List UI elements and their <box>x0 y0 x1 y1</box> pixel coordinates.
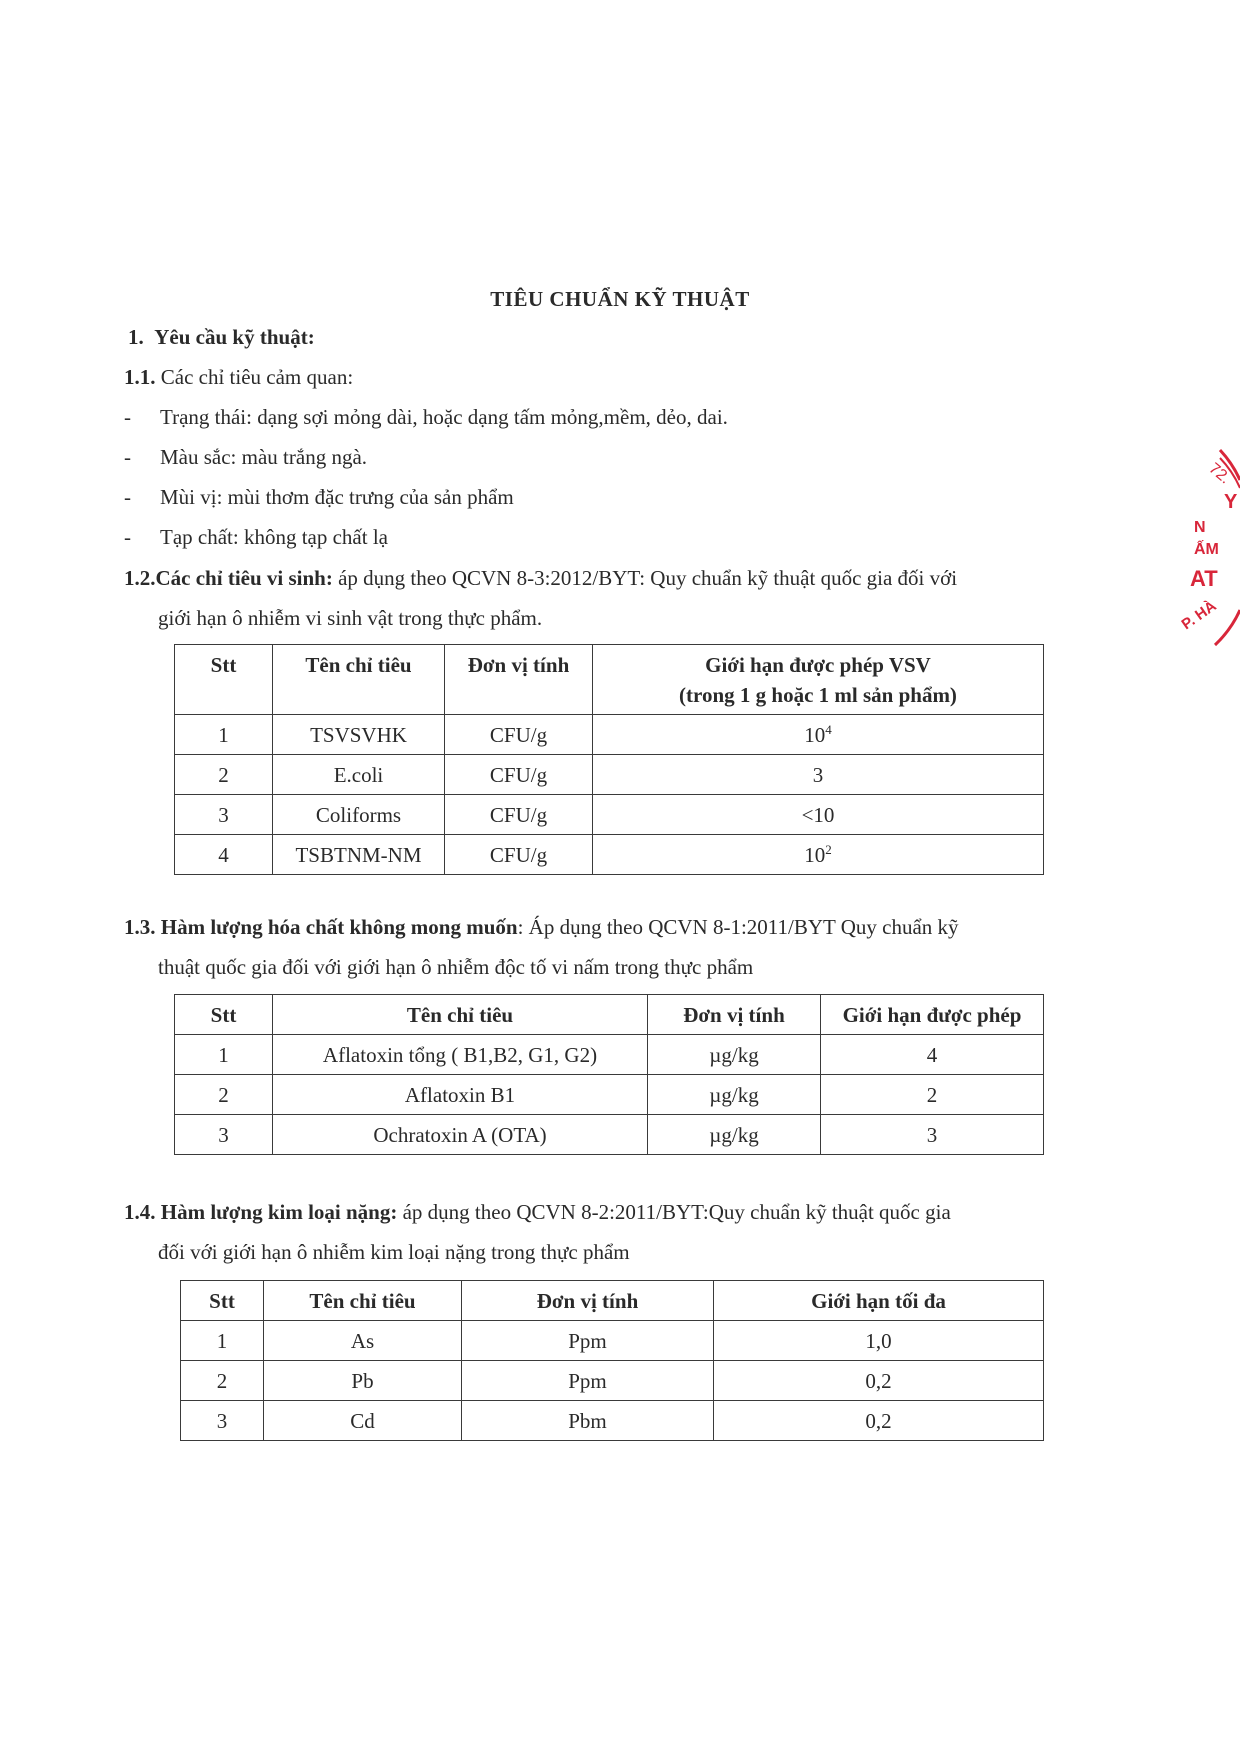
table-row <box>181 1321 1044 1361</box>
sensory-item: Màu sắc: màu trắng ngà. <box>160 445 368 469</box>
cell-unit: Ppm <box>462 1321 714 1361</box>
stamp-text: AT <box>1190 566 1218 591</box>
cell-name: Ochratoxin A (OTA) <box>273 1115 648 1155</box>
table-header-row <box>175 645 1044 715</box>
cell-stt: 3 <box>175 795 273 835</box>
cell-limit <box>593 795 1044 835</box>
cell-unit: µg/kg <box>648 1075 821 1115</box>
cell-name: Aflatoxin tổng ( B1,B2, G1, G2) <box>273 1035 648 1075</box>
cell-unit: CFU/g <box>445 835 593 875</box>
cell-limit <box>593 755 1044 795</box>
cell-unit: Pbm <box>462 1401 714 1441</box>
cell-limit: 0,2 <box>714 1401 1044 1441</box>
col-header-stt: Stt <box>175 645 273 715</box>
limit-base: 10 <box>804 843 826 867</box>
section-1-2-text: áp dụng theo QCVN 8-3:2012/BYT: Quy chuẩn kỹ thuật quốc gia đối với <box>332 566 958 590</box>
section-1-1-heading <box>124 365 353 390</box>
col-header-limit-line1: Giới hạn được phép VSV <box>705 653 931 677</box>
section-1-4-heading <box>124 1200 951 1225</box>
cell-limit <box>593 835 1044 875</box>
cell-name: E.coli <box>273 755 445 795</box>
cell-stt: 1 <box>175 1035 273 1075</box>
table-row <box>181 1401 1044 1441</box>
section-1-3-number: 1.3. <box>124 915 156 939</box>
limit-exponent: 4 <box>825 722 832 737</box>
section-1-1-title: Các chỉ tiêu cảm quan: <box>160 365 354 389</box>
cell-name: Cd <box>264 1401 462 1441</box>
sensory-item: Tạp chất: không tạp chất lạ <box>160 525 388 549</box>
cell-unit: µg/kg <box>648 1035 821 1075</box>
section-1-heading <box>128 325 315 350</box>
cell-stt: 2 <box>175 1075 273 1115</box>
col-header-unit: Đơn vị tính <box>445 645 593 715</box>
section-1-4-title: Hàm lượng kim loại nặng: <box>160 1200 398 1224</box>
col-header-limit: Giới hạn tối đa <box>714 1281 1044 1321</box>
document-title: TIÊU CHUẨN KỸ THUẬT <box>490 287 750 311</box>
col-header-stt: Stt <box>175 995 273 1035</box>
section-1-3-text-cont: thuật quốc gia đối với giới hạn ô nhiễm độc tố vi nấm trong thực phẩm <box>158 955 754 979</box>
limit-base: 10 <box>804 723 826 747</box>
table-row <box>181 1361 1044 1401</box>
col-header-unit: Đơn vị tính <box>462 1281 714 1321</box>
microbiology-table <box>174 644 1044 875</box>
cell-limit: 3 <box>821 1115 1044 1155</box>
cell-unit: Ppm <box>462 1361 714 1401</box>
dash-bullet: - <box>124 525 131 549</box>
section-1-4-text-cont: đối với giới hạn ô nhiễm kim loại nặng trong thực phẩm <box>158 1240 630 1264</box>
table-header-row <box>175 995 1044 1035</box>
section-1-2-title: Các chỉ tiêu vi sinh: <box>155 566 333 590</box>
section-1-3-title: Hàm lượng hóa chất không mong muốn <box>160 915 518 939</box>
cell-unit: CFU/g <box>445 715 593 755</box>
cell-unit: CFU/g <box>445 755 593 795</box>
stamp-text: N <box>1194 519 1206 536</box>
cell-name: Aflatoxin B1 <box>273 1075 648 1115</box>
mycotoxin-table <box>174 994 1044 1155</box>
cell-stt: 2 <box>181 1361 264 1401</box>
col-header-limit: Giới hạn được phép <box>821 995 1044 1035</box>
dash-bullet: - <box>124 485 131 509</box>
limit-base: <10 <box>801 803 835 827</box>
section-1-1-number: 1.1. <box>124 365 156 389</box>
col-header-stt: Stt <box>181 1281 264 1321</box>
cell-stt: 4 <box>175 835 273 875</box>
col-header-name: Tên chỉ tiêu <box>264 1281 462 1321</box>
section-1-title: Yêu cầu kỹ thuật: <box>154 325 315 349</box>
table-header-row <box>181 1281 1044 1321</box>
col-header-limit <box>593 645 1044 715</box>
col-header-name: Tên chỉ tiêu <box>273 995 648 1035</box>
table-row <box>175 755 1044 795</box>
cell-limit: 2 <box>821 1075 1044 1115</box>
cell-stt: 1 <box>181 1321 264 1361</box>
stamp-text: Y <box>1224 491 1238 513</box>
section-1-2-number: 1.2. <box>124 566 156 590</box>
cell-limit: 0,2 <box>714 1361 1044 1401</box>
cell-limit: 1,0 <box>714 1321 1044 1361</box>
col-header-name: Tên chỉ tiêu <box>273 645 445 715</box>
limit-exponent: 2 <box>825 842 832 857</box>
sensory-item: Trạng thái: dạng sợi mỏng dài, hoặc dạng tấm mỏng,mềm, dẻo, dai. <box>160 405 728 429</box>
sensory-item: Mùi vị: mùi thơm đặc trưng của sản phẩm <box>160 485 514 509</box>
section-1-3-text: : Áp dụng theo QCVN 8-1:2011/BYT Quy chuẩn kỹ <box>517 915 959 939</box>
cell-name: Pb <box>264 1361 462 1401</box>
cell-stt: 3 <box>175 1115 273 1155</box>
cell-stt: 3 <box>181 1401 264 1441</box>
table-row <box>175 1075 1044 1115</box>
cell-name: As <box>264 1321 462 1361</box>
heavy-metal-table <box>180 1280 1044 1441</box>
dash-bullet: - <box>124 405 131 429</box>
table-row <box>175 835 1044 875</box>
limit-base: 3 <box>812 763 824 787</box>
cell-unit: µg/kg <box>648 1115 821 1155</box>
cell-limit: 4 <box>821 1035 1044 1075</box>
dash-bullet: - <box>124 445 131 469</box>
section-1-2-text-cont: giới hạn ô nhiễm vi sinh vật trong thực phẩm. <box>158 606 543 630</box>
section-1-4-number: 1.4. <box>124 1200 156 1224</box>
table-row <box>175 795 1044 835</box>
table-row <box>175 1035 1044 1075</box>
section-1-2-heading <box>124 566 957 591</box>
cell-name: Coliforms <box>273 795 445 835</box>
company-stamp <box>1160 440 1240 660</box>
section-1-4-text: áp dụng theo QCVN 8-2:2011/BYT:Quy chuẩn kỹ thuật quốc gia <box>397 1200 951 1224</box>
col-header-limit-line2: (trong 1 g hoặc 1 ml sản phẩm) <box>679 683 957 707</box>
col-header-unit: Đơn vị tính <box>648 995 821 1035</box>
stamp-text: ẤM <box>1194 541 1219 558</box>
cell-unit: CFU/g <box>445 795 593 835</box>
section-1-number: 1. <box>128 325 144 349</box>
cell-stt: 1 <box>175 715 273 755</box>
cell-name: TSBTNM-NM <box>273 835 445 875</box>
table-row <box>175 715 1044 755</box>
cell-stt: 2 <box>175 755 273 795</box>
cell-limit <box>593 715 1044 755</box>
cell-name: TSVSVHK <box>273 715 445 755</box>
stamp-text: P. HÀ <box>1178 597 1220 634</box>
section-1-3-heading <box>124 915 959 940</box>
table-row <box>175 1115 1044 1155</box>
stamp-text: 72. <box>1205 460 1234 488</box>
